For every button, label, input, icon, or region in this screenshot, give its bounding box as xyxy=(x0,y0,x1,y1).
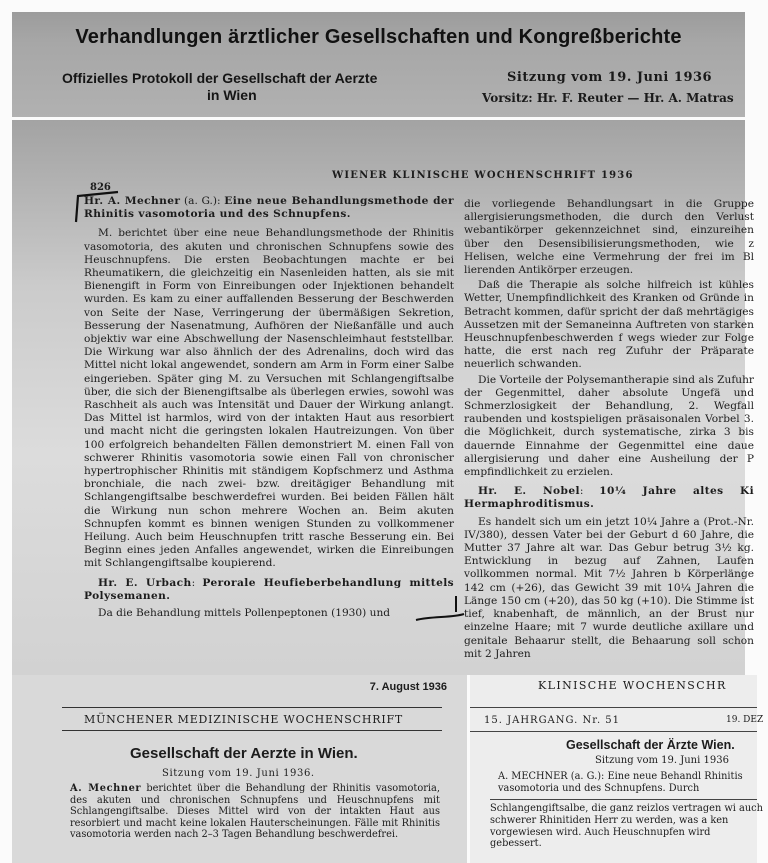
divider xyxy=(62,730,442,731)
mmw-body xyxy=(70,783,440,841)
wkw-clipping xyxy=(12,120,754,675)
kw-body-heading xyxy=(498,771,768,795)
speaker-name: A. Mechner xyxy=(70,783,142,794)
paragraph: die vorliegende Behandlungsart in die Gruppe allergisierungsmethoden, die durch den Verlust webantikörper gekennzeichnet sind, einzureihen über den Desensibilisierungsmethoden, wie z Helisen, welche eine Vermehrung der frei im Bl lierenden Antikörper erzeugen. xyxy=(464,198,754,277)
society-line-2: in Wien xyxy=(207,87,257,103)
mmw-journal: MÜNCHENER MEDIZINISCHE WOCHENSCHRIFT xyxy=(84,713,404,726)
kw-title: Gesellschaft der Ärzte Wien. xyxy=(566,738,735,752)
divider xyxy=(470,731,757,732)
kw-clipping xyxy=(470,675,764,863)
lecture-title: Perorale Heufieberbehandlung mittels Polysemanen. xyxy=(84,576,455,602)
kw-journal: KLINISCHE WOCHENSCHR xyxy=(538,679,727,692)
chair-line: Vorsitz: Hr. F. Reuter — Hr. A. Matras xyxy=(482,91,734,105)
divider xyxy=(490,799,757,800)
kw-volume: 15. JAHRGANG. Nr. 51 xyxy=(484,715,621,726)
mmw-clipping xyxy=(12,675,467,863)
right-column xyxy=(464,198,754,661)
speaker-name: A. MECHNER xyxy=(498,771,568,782)
mmw-body-text: berichtet über die Behandlung der Rhinitis vasomotoria, des akuten und chronischen Schnupfens und Heuschnupfens mit Schlangengiftsalbe. Dieses Mittel wird von der intakten Haut aus resorbiert und macht keine lokalen Hauterscheinungen. Fälle mit Rhinitis vasomotoria werden nach 2–3 Tagen Behandlung beschwerdefrei. xyxy=(70,783,440,841)
paragraph: Daß die Therapie als solche hilfreich ist kühles Wetter, Unempfindlichkeit des Kranken od Gründe in Betracht kommen, dafür spricht der daß mehrtägiges Aussetzen mit der Semaneinna Auftreten von starken Heuschnupfenbeschwerden f wegs wieder zur Folge hatte, die erst nach reg Zufuhr der Präparate neuerlich schwanden. xyxy=(464,279,754,371)
page-number: 826 xyxy=(90,182,111,193)
lecture-title: 10¼ Jahre altes Ki Hermaphroditismus. xyxy=(464,485,754,511)
paragraph: Da die Behandlung mittels Pollenpeptonen (1930) und xyxy=(98,607,391,620)
divider xyxy=(470,707,757,708)
speaker-name: Hr. A. Mechner xyxy=(84,195,181,207)
mmw-date: 7. August 1936 xyxy=(369,681,447,693)
kw-session: Sitzung vom 19. Juni 1936 xyxy=(595,755,729,766)
kw-body-heading-text: (a. G.): Eine neue Behandl Rhinitis vasomotoria und des Schnupfens. Durch xyxy=(498,771,743,794)
kw-body: Schlangengiftsalbe, die ganz reizlos vertragen wi auch schwerer Rhinitiden Herr zu werden, was a ken vorgewiesen wird. Auch Heuschnupfen wird gebessert. xyxy=(490,803,763,850)
left-column xyxy=(84,195,454,620)
society-line-1: Offizielles Protokoll der Gesellschaft der Aerzte xyxy=(62,70,378,86)
paragraph: Es handelt sich um ein jetzt 10¼ Jahre a (Prot.-Nr. IV/380), dessen Vater bei der Geburt d 60 Jahre, die Mutter 37 Jahre alt war. Das Gebur betrug 3½ kg. Entwicklung in bezug auf Zahnen, Laufen vollkommen normal. Mit 7½ Jahren b Körperlänge 142 cm (+26), das Gewicht 39 mit 10¼ Jahren die Länge 150 cm (+20), das 50 kg (+10). Die Stimme ist tief, knabenhaft, de männlich, an der Brust nur einzelne Haare; mit 7 wurde deutliche axillare und genitale Behaarur stellt, die Behaarung soll schon mit 2 Jahren xyxy=(464,515,754,660)
speaker-name: Hr. E. Urbach xyxy=(98,576,192,589)
divider xyxy=(62,707,442,708)
kw-date-fragment: 19. DEZ xyxy=(726,715,764,725)
mechner-heading xyxy=(84,195,454,221)
speaker-suffix: : xyxy=(191,576,203,589)
paragraph: M. berichtet über eine neue Behandlungsmethode der Rhinitis vasomotoria, des akuten und chronischen Schnupfens sowie des Heuschnupfens. Die ersten Beobachtungen machte er bei Rheumatikern, die gleichzeitig ein Nasenleiden hatten, als sie mit Bienengift in Form von Einreibungen oder Injektionen behandelt wurden. Es kam zu einer auffallenden Besserung der Beschwerden von Seite der Nase, Verringerung der übermäßigen Sekretion, Besserung der Nasenatmung, Aufhören der Nießanfälle und auch objektiv war eine Abschwellung der Nasenschleimhaut feststellbar. Die Wirkung war also ähnlich der des Adrenalins, doch wird das Mittel nicht lokal angewendet, sondern am Arm in Form einer Salbe eingerieben. Später ging M. zu Versuchen mit Schlangengiftsalbe über, die sich der Bienengiftsalbe als überlegen erwies, sowohl was Raschheit als auch was Intensität und Dauer der Wirkung anlangt. Das Mittel ist harmlos, wird von der intakten Haut aus resorbiert und macht nicht die geringsten lokalen Hautreizungen. Von über 100 erfolgreich behandelten Fällen demonstriert M. einen Fall von schwerer Rhinitis vasomotoria sowie einen Fall von chronischer hypertrophischer Rhinitis mit ständigem Kopfschmerz und Asthma bronchiale, die nach zwei- bzw. dreitägiger Behandlung mit Schlangengiftsalbe beschwerdefrei wurden. Bei beiden Fällen hält die Wirkung nun schon mehrere Wochen an. Beim akuten Schnupfen kommt es binnen wenigen Stunden zu vollkommener Heilung. Auch beim Heuschnupfen tritt rasche Besserung ein. Bei Beginn eines jeden Anfalles angewendet, wirken die Einreibungen mit Schlangengiftsalbe koupierend. xyxy=(84,227,454,570)
speaker-name: Hr. E. Nobel xyxy=(478,485,580,498)
journal-header: WIENER KLINISCHE WOCHENSCHRIFT 1936 xyxy=(332,170,634,181)
urbach-heading xyxy=(84,577,454,603)
paragraph: Die Vorteile der Polysemantherapie sind als Zufuhr der Gegenmittel, daher absolute Ungefä und Schmerzlosigkeit der Behandlung, 2. Wegfall raubenden und kostspieligen präsaisonalen Vorbel 3. die Möglichkeit, durch systematische, zirka 3 bis dauernde Einnahme der Gegenmittel eine daue allergisierung und daher eine Ausheilung der P empfindlichkeit zu erzielen. xyxy=(464,373,754,479)
session-date: Sitzung vom 19. Juni 1936 xyxy=(507,70,713,85)
speaker-suffix: : xyxy=(579,485,600,498)
header-clipping xyxy=(12,12,745,117)
speaker-suffix: (a. G.): xyxy=(180,195,225,207)
mmw-session: Sitzung vom 19. Juni 1936. xyxy=(162,768,315,779)
mmw-title: Gesellschaft der Aerzte in Wien. xyxy=(130,745,358,762)
lecture-title: Eine neue Behandlungsmethode der Rhinitis vasomotoria und des Schnupfens. xyxy=(84,195,454,221)
nobel-heading xyxy=(464,485,754,511)
header-title: Verhandlungen ärztlicher Gesellschaften und Kongreßberichte xyxy=(75,26,682,48)
